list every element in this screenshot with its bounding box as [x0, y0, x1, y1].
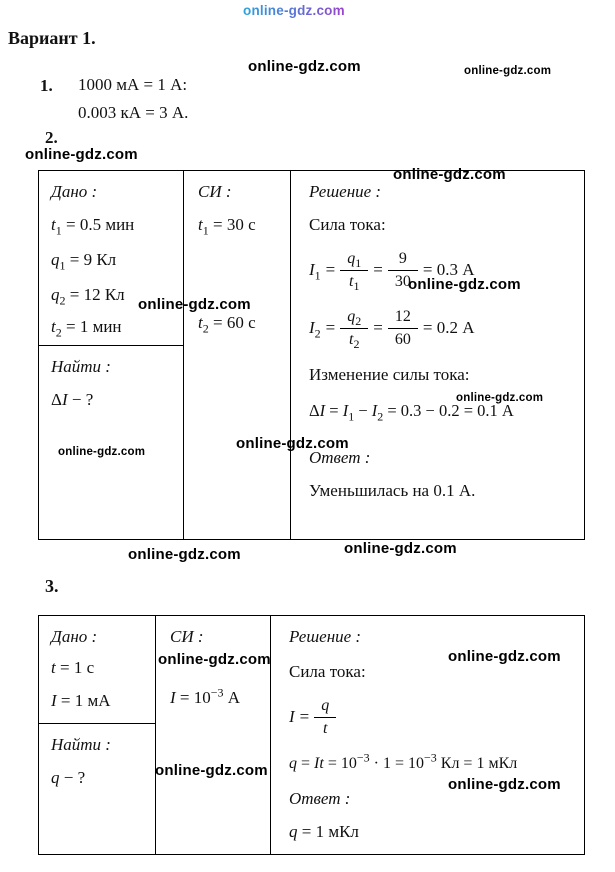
watermark: online-gdz.com [155, 762, 268, 779]
variant-heading: Вариант 1. [8, 28, 96, 48]
given-column [39, 616, 156, 854]
watermark: online-gdz.com [408, 276, 521, 293]
current-label: Сила тока: [289, 662, 366, 681]
problem2-table [38, 170, 585, 540]
watermark: online-gdz.com [25, 146, 138, 163]
watermark: online-gdz.com [456, 392, 544, 404]
find-label: Найти : [51, 357, 111, 376]
find-section [39, 724, 155, 854]
problem1-number: 1. [40, 76, 53, 95]
watermark: online-gdz.com [393, 166, 506, 183]
given-section [39, 616, 155, 724]
si-label: СИ : [170, 627, 204, 646]
current-label: Сила тока: [309, 215, 386, 234]
watermark: online-gdz.com [448, 648, 561, 665]
si-row: $t_2 = 60$ с [198, 313, 256, 336]
equation-delta-i: $\Delta I = I_1 - I_2 = 0.3 - 0.2 = 0.1$ А [309, 401, 514, 424]
problem1-line1: 1000 мА = 1 А: [78, 75, 188, 94]
find-row: q − ? [51, 768, 86, 787]
find-row: ΔI − ? [51, 390, 94, 409]
problem2-number: 2. [45, 128, 58, 147]
watermark: online-gdz.com [158, 651, 271, 668]
given-row: $q_1 = 9$ Кл [51, 250, 117, 273]
given-label: Дано : [51, 627, 98, 646]
problem3-number: 3. [45, 576, 59, 596]
watermark: online-gdz.com [236, 435, 349, 452]
solution-column [291, 171, 584, 539]
answer-text: q = 1 мКл [289, 822, 359, 841]
solution-label: Решение : [309, 182, 382, 201]
change-label: Изменение силы тока: [309, 365, 470, 384]
find-section [39, 346, 183, 539]
given-row: $q_2 = 12$ Кл [51, 285, 125, 308]
solution-label: Решение : [289, 627, 362, 646]
equation-q: $q = It = 10^{-3} \cdot 1 = 10^{-3}$ Кл = 1 мКл [289, 750, 518, 772]
watermark: online-gdz.com [128, 546, 241, 563]
given-row: t = 1 с [51, 658, 95, 677]
watermark: online-gdz.com [243, 3, 345, 18]
si-column [184, 171, 291, 539]
watermark: online-gdz.com [248, 58, 361, 75]
watermark: online-gdz.com [344, 540, 457, 557]
equation-i: I = $\frac{q}{t}$ [289, 694, 584, 740]
watermark: online-gdz.com [138, 296, 251, 313]
given-column [39, 171, 184, 539]
si-row: $I = 10^{-3}$ А [170, 685, 241, 707]
find-label: Найти : [51, 735, 111, 754]
given-section [39, 171, 183, 346]
equation-i2: $I_2$ = $\frac{q_2}{t_2}$ = $\frac{12}{60}$ = 0.2 А [309, 307, 475, 351]
problem1-line2: 0.003 кА = 3 А. [78, 103, 189, 122]
answer-label: Ответ : [309, 448, 371, 467]
answer-label: Ответ : [289, 789, 351, 808]
answer-text: Уменьшилась на 0.1 А. [309, 481, 476, 500]
given-row: I = 1 мА [51, 691, 111, 710]
equation-i1: $I_1$ = $\frac{q_1}{t_1}$ = $\frac{9}{30}$ = 0.3 А [309, 249, 475, 293]
given-label: Дано : [51, 182, 98, 201]
si-row: $t_1 = 30$ с [198, 215, 256, 238]
given-row: $t_2 = 1$ мин [51, 317, 122, 340]
watermark: online-gdz.com [464, 65, 552, 77]
si-label: СИ : [198, 182, 232, 201]
given-row: $t_1 = 0.5$ мин [51, 215, 135, 238]
watermark: online-gdz.com [448, 776, 561, 793]
watermark: online-gdz.com [58, 446, 146, 458]
